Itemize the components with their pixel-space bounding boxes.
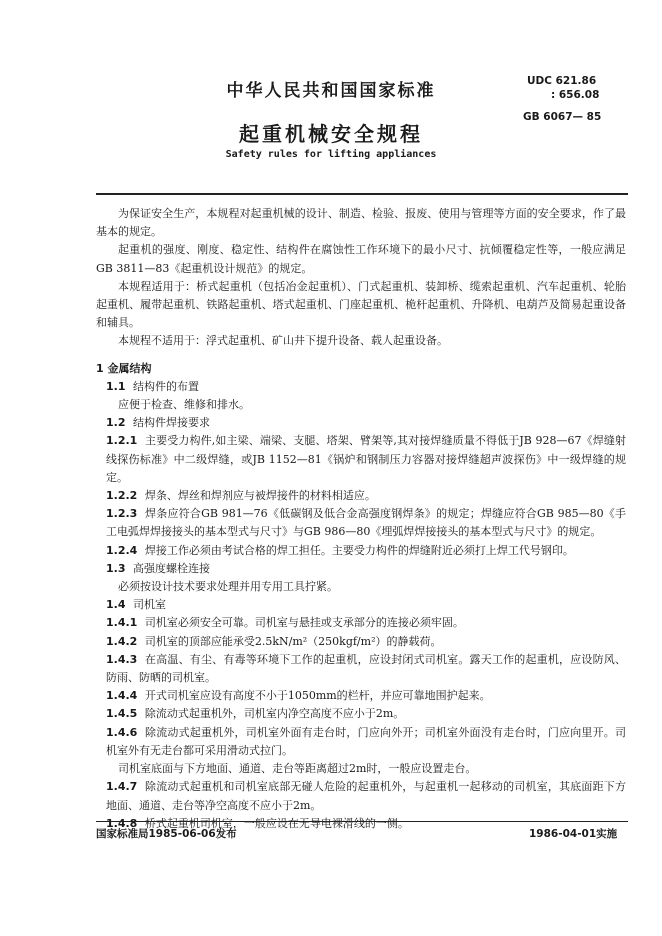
clause-number: 1.4.7 <box>106 780 138 794</box>
clause-1-4-4 <box>96 687 626 705</box>
clause-number: 1.4.2 <box>106 634 138 648</box>
clause-1-2-heading <box>96 414 626 432</box>
section-1-heading <box>96 360 626 378</box>
clause-1-4-5 <box>96 705 626 723</box>
udc-line-2: : 656.08 <box>551 89 600 101</box>
intro-paragraph: 起重机的强度、刚度、稳定性、结构件在腐蚀性工作环境下的最小尺寸、抗倾覆稳定性等，一般应满足GB 3811—83《起重机设计规范》的规定。 <box>96 243 626 275</box>
clause-1-1-heading <box>96 378 626 396</box>
clause-1-4-2 <box>96 633 626 651</box>
document-title-english: Safety rules for lifting appliances <box>225 149 437 160</box>
clause-text: 焊条、焊丝和焊剂应与被焊接件的材料相适应。 <box>144 489 376 503</box>
document-title: 起重机械安全规程 <box>239 122 423 146</box>
intro-paragraph: 本规程适用于：桥式起重机（包括冶金起重机）、门式起重机、装卸桥、缆索起重机、汽车起重机、轮胎起重机、履带起重机、铁路起重机、塔式起重机、门座起重机、桅杆起重机、升降机、电葫芦及简易起重设备和辅具。 <box>96 279 626 330</box>
clause-text: 除流动式起重机外，司机室内净空高度不应小于2m。 <box>144 707 405 721</box>
udc-line-1: UDC 621.86 <box>527 75 597 87</box>
document-body <box>96 205 626 833</box>
clause-title: 结构件焊接要求 <box>133 416 210 430</box>
clause-text: 焊接工作必须由考试合格的焊工担任。主要受力构件的焊缝附近必须打上焊工代号钢印。 <box>144 543 574 557</box>
gb-code: GB 6067— 85 <box>523 111 602 123</box>
clause-number: 1.3 <box>106 561 126 575</box>
section-number: 1 <box>96 361 104 375</box>
footer-divider <box>96 821 628 822</box>
clause-1-4-1 <box>96 614 626 632</box>
clause-number: 1.2 <box>106 416 126 430</box>
effective-date: 1986-04-01实施 <box>529 828 618 840</box>
clause-text: 在高温、有尘、有毒等环境下工作的起重机，应设封闭式司机室。露天工作的起重机，应设防风、防雨、防晒的司机室。 <box>106 652 626 685</box>
clause-1-4-6 <box>96 724 626 760</box>
clause-number: 1.2.1 <box>106 434 138 448</box>
clause-title: 结构件的布置 <box>133 379 199 393</box>
clause-number: 1.4.1 <box>106 616 138 630</box>
clause-1-4-3 <box>96 651 626 687</box>
intro-paragraph: 为保证安全生产，本规程对起重机械的设计、制造、检验、报废、使用与管理等方面的安全要求，作了最基本的规定。 <box>96 207 626 239</box>
clause-text: 司机室必须安全可靠。司机室与悬挂或支承部分的连接必须牢固。 <box>144 616 464 630</box>
clause-number: 1.4 <box>106 598 126 612</box>
header-divider <box>96 193 628 195</box>
clause-number: 1.4.3 <box>106 652 138 666</box>
udc-code <box>527 74 599 102</box>
clause-number: 1.4.8 <box>106 816 138 830</box>
clause-text: 必须按设计技术要求处理并用专用工具拧紧。 <box>118 580 338 594</box>
clause-1-2-3 <box>96 505 626 541</box>
clause-number: 1.2.4 <box>106 543 138 557</box>
clause-text: 焊条应符合GB 981—76《低碳钢及低合金高强度钢焊条》的规定；焊缝应符合GB 985—80《手工电弧焊焊接接头的基本型式与尺寸》与GB 986—80《埋弧焊焊接接头的基本型式与尺寸》的规定。 <box>106 507 627 539</box>
clause-1-4-heading <box>96 596 626 614</box>
clause-number: 1.2.3 <box>106 507 138 521</box>
clause-text: 桥式起重机司机室，一般应设在无导电裸滑线的一侧。 <box>144 816 409 830</box>
clause-number: 1.4.5 <box>106 707 138 721</box>
clause-1-2-4 <box>96 542 626 560</box>
clause-number: 1.4.4 <box>106 689 138 703</box>
clause-text: 司机室的顶部应能承受2.5kN/m²（250kgf/m²）的静载荷。 <box>144 634 442 648</box>
clause-number: 1.4.6 <box>106 725 138 739</box>
clause-text: 主要受力构件,如主梁、端梁、支腿、塔架、臂架等,其对接焊缝质量不得低于JB 928—67《焊缝射线探伤标准》中二级焊缝，或JB 1152—81《锅炉和钢制压力容器对接焊缝超声波探伤》中一级焊缝的规定。 <box>106 434 626 484</box>
clause-1-4-7 <box>96 778 626 814</box>
clause-text: 除流动式起重机外，司机室外面有走台时，门应向外开；司机室外面没有走台时，门应向里开。司机室外有无走台都可采用滑动式拉门。 <box>106 725 626 757</box>
clause-1-2-1 <box>96 432 626 487</box>
clause-number: 1.1 <box>106 379 126 393</box>
clause-number: 1.2.2 <box>106 489 138 503</box>
clause-text: 应便于检查、维修和排水。 <box>118 398 250 412</box>
standard-name: 中华人民共和国国家标准 <box>226 81 436 101</box>
clause-text: 除流动式起重机和司机室底部无碰人危险的起重机外，与起重机一起移动的司机室，其底面距下方地面、通道、走台等净空高度不应小于2m。 <box>106 780 626 812</box>
clause-1-2-2 <box>96 487 626 505</box>
issue-date: 国家标准局1985-06-06发布 <box>96 828 237 840</box>
clause-title: 高强度螺栓连接 <box>133 561 210 575</box>
clause-title: 司机室 <box>133 598 166 612</box>
clause-text: 开式司机室应设有高度不小于1050mm的栏杆，并应可靠地围护起来。 <box>144 689 491 703</box>
section-title: 金属结构 <box>107 361 152 375</box>
clause-1-4-6-extra: 司机室底面与下方地面、通道、走台等距离超过2m时，一般应设置走台。 <box>118 762 477 776</box>
clause-1-3-heading <box>96 560 626 578</box>
intro-paragraph: 本规程不适用于：浮式起重机、矿山井下提升设备、载人起重设备。 <box>118 334 448 348</box>
